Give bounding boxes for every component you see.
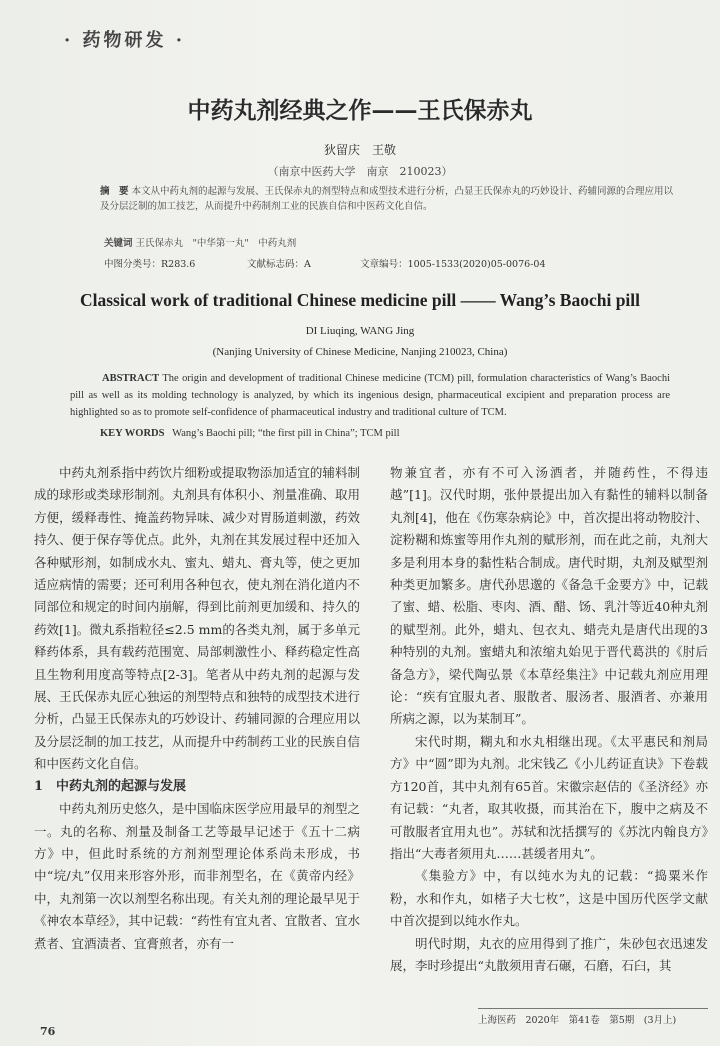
authors-cn: 狄留庆 王敬 (323, 143, 396, 157)
body-paragraph: 明代时期，丸衣的应用得到了推广，朱砂包衣迅速发展，李时珍提出“丸散须用青石碾，石磨，石臼，其 (390, 935, 708, 973)
body-paragraph: 《集验方》中，有以纯水为丸的记载：“捣粟米作粉，水和作丸，如楮子大七枚”，这是中国历代医学文献中首次提到以纯水作丸。 (390, 868, 708, 929)
abstract-en (70, 370, 670, 421)
classification-row (104, 256, 664, 270)
clc-number: 中图分类号：R283.6 (104, 259, 196, 270)
keywords-en (100, 428, 400, 439)
article-title-cn: 中药丸剂经典之作——王氏保赤丸 (187, 97, 533, 124)
body-paragraph: 中药丸剂系指中药饮片细粉或提取物添加适宜的辅料制成的球形或类球形制剂。丸剂具有体积小、剂量准确、取用方便，缓释毒性、掩盖药物异味、减少对胃肠道刺激，药效持久、便于保存等优点。此外，丸剂在其发展过程中还加入各种赋形剂，如制成水丸、蜜丸、蜡丸、膏丸等，使之更加适应病情的需要；还可利用各种包衣，使丸剂在消化道内不同部位和规定的时间内崩解，得到比前剂更加缓和、持久的药效[1]。微丸系指粒径≤2.5 mm的各类丸剂，属于多单元释药体系，具有载药范围宽、局部刺激性小、释药稳定性高且生物利用度高等特点[2-3]。笔者从中药丸剂的起源与发展、王氏保赤丸匠心独运的剂型特点和独特的成型技术进行分析，凸显王氏保赤丸的巧妙设计、药辅同源的合理应用以及分层泛制的加工技艺，从而提升中药制药工业的民族自信和中医药文化自信。 (34, 465, 360, 772)
authors-en: DI Liuqing, WANG Jing (305, 325, 415, 337)
body-paragraph: 宋代时期，糊丸和水丸相继出现。《太平惠民和剂局方》中“圆”即为丸剂。北宋钱乙《小儿药证直诀》下卷载方120首，其中丸剂有65首。宋徽宗赵佶的《圣济经》亦有记载：“丸者，取其收摄，而其治在下，腹中之病及不可散服者宜用丸也”。苏轼和沈括撰写的《苏沈内翰良方》指出“大毒者须用丸……甚缓者用丸”。 (390, 733, 708, 861)
section-heading: 1 中药丸剂的起源与发展 (34, 778, 187, 794)
page-number: 76 (40, 1025, 56, 1038)
abstract-cn-label: 摘 要 (100, 186, 129, 197)
body-column-left (34, 462, 360, 955)
abstract-en-text: The origin and development of traditional Chinese medicine (TCM) pill, formulation characteristics of Wang’s Baochi pill as well as its molding technology is analyzed, by which its ingenious design, pharmaceutical excipient and preparation process are highlighted so as to promote self-confidence of pharmaceutical industry and traditional culture of TCM. (70, 373, 670, 418)
body-paragraph: 中药丸剂历史悠久，是中国临床医学应用最早的剂型之一。丸的名称、剂量及制备工艺等最早记述于《五十二病方》中，但此时系统的方剂剂型理论体系尚未形成，书中“垸/丸”仅用来形容外形，而非剂型名，在《黄帝内经》中，丸剂第一次以剂型名称出现。有关丸剂的理论最早见于《神农本草经》，其中记载：“药性有宜丸者、宜散者、宜水煮者、宜酒渍者、宜膏煎者，亦有一 (34, 801, 360, 951)
affiliation-en: (Nanjing University of Chinese Medicine, Nanjing 210023, China) (212, 346, 508, 358)
keywords-cn-text: 王氏保赤丸 "中华第一丸" 中药丸剂 (135, 238, 297, 249)
article-title-en: Classical work of traditional Chinese medicine pill —— Wang’s Baochi pill (79, 290, 641, 310)
doc-code: 文献标志码：A (247, 259, 311, 270)
affiliation-cn: （南京中医药大学 南京 210023） (267, 165, 453, 178)
abstract-cn (100, 184, 680, 214)
keywords-en-text: Wang’s Baochi pill; “the first pill in China”; TCM pill (172, 428, 400, 439)
journal-footer: 上海医药 2020年 第41卷 第5期 (3月上) (478, 1008, 708, 1026)
keywords-cn (104, 235, 296, 249)
article-number: 文章编号：1005-1533(2020)05-0076-04 (360, 259, 546, 270)
section-tag: · 药物研发 · (64, 30, 186, 51)
keywords-en-label: KEY WORDS (100, 428, 165, 439)
body-paragraph: 物兼宜者，亦有不可入汤酒者，并随药性，不得违越”[1]。汉代时期，张仲景提出加入有黏性的辅料以制备丸剂[4]，他在《伤寒杂病论》中，首次提出将动物胶汁、淀粉糊和炼蜜等用作丸剂的赋形剂，而在此之前，丸剂大多是利用本身的黏性粘合制成。唐代时期，丸剂及赋型剂种类更加繁多。唐代孙思邈的《备急千金要方》中，记载了蜜、蜡、松脂、枣肉、酒、醋、饧、乳汁等近40种丸剂的赋型剂。此外，蜡丸、包衣丸、蜡壳丸是唐代出现的3种特别的丸剂。蜜蜡丸和浓缩丸始见于晋代葛洪的《肘后备急方》，梁代陶弘景《本草经集注》中记载丸剂应用理论：“疾有宜服丸者、服散者、服汤者、服酒者、亦兼用所病之源，以为某制耳”。 (390, 465, 708, 727)
abstract-cn-text: 本文从中药丸剂的起源与发展、王氏保赤丸的剂型特点和成型技术进行分析，凸显王氏保赤丸的巧妙设计、药辅同源的合理应用以及分层泛制的加工技艺，从而提升中药制剂工业的民族自信和中医药文化自信。 (100, 186, 674, 212)
abstract-en-label: ABSTRACT (102, 373, 160, 384)
keywords-cn-label: 关键词 (104, 238, 133, 249)
body-column-right (390, 462, 708, 977)
